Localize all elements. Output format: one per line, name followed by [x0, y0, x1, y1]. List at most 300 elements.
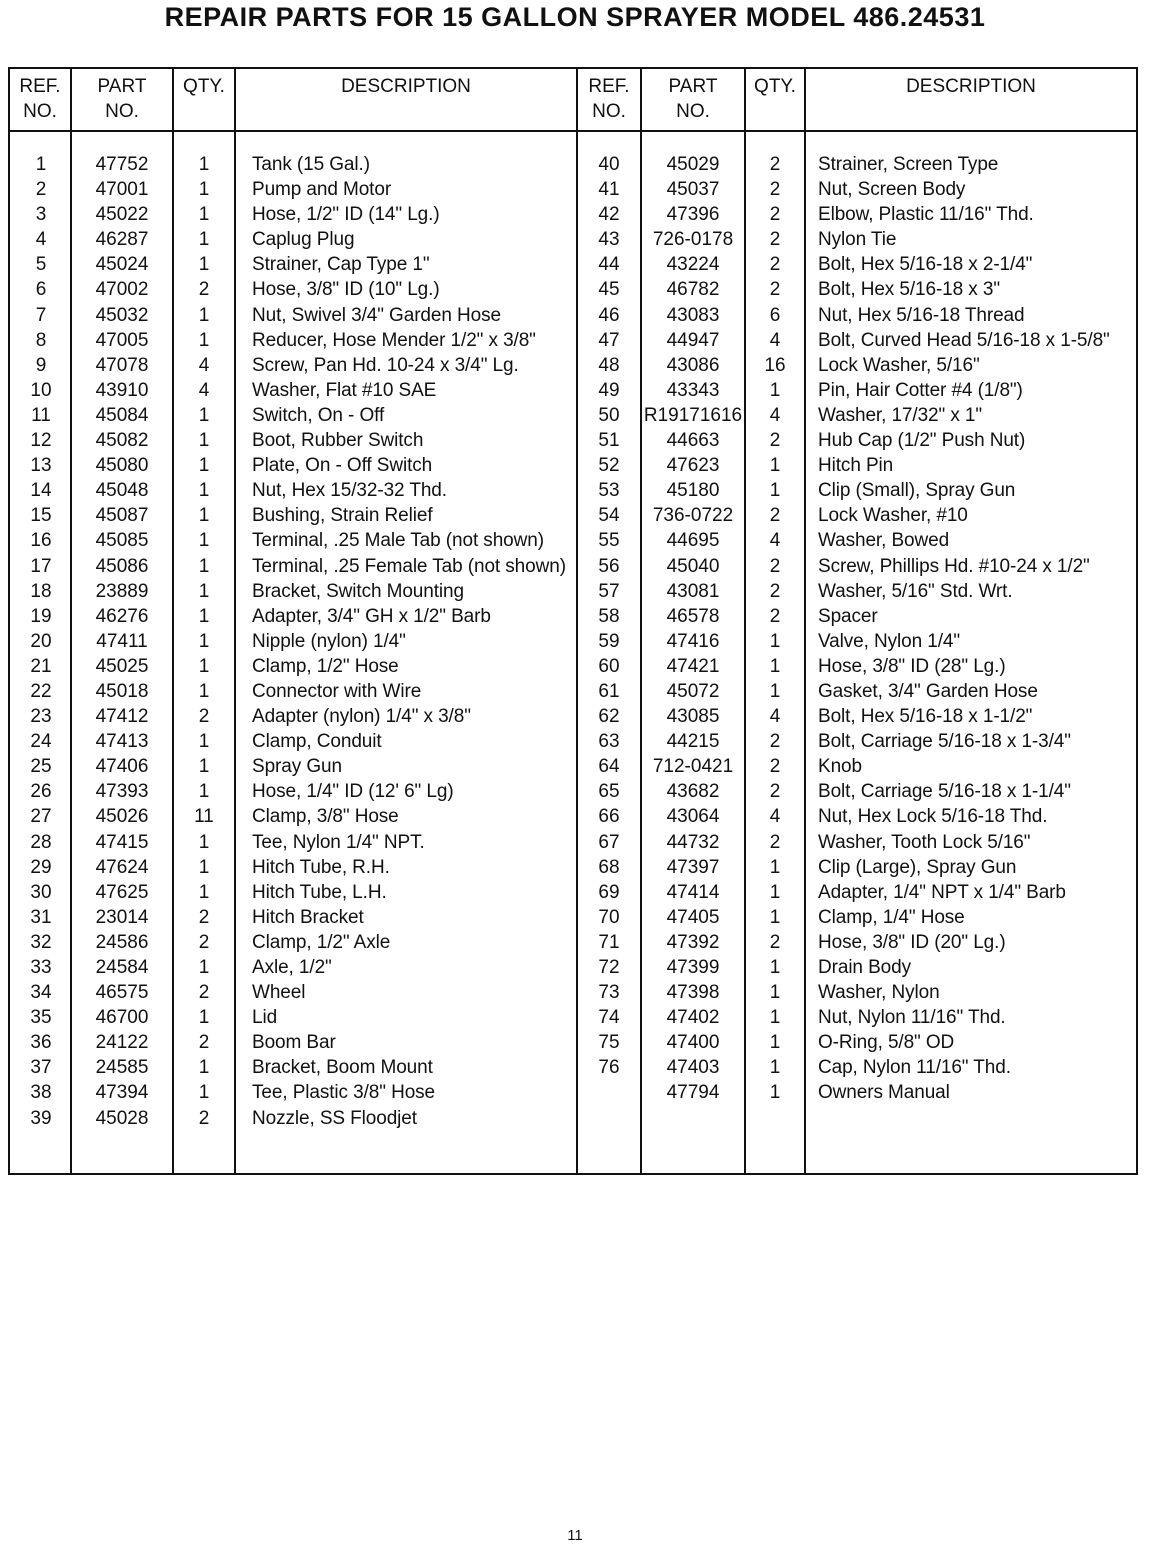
table-cell-desc: Clip (Large), Spray Gun: [818, 856, 1017, 878]
table-cell-desc: O-Ring, 5/8" OD: [818, 1032, 955, 1054]
table-cell-desc: Knob: [818, 756, 862, 778]
table-cell-desc: Nut, Hex Lock 5/16-18 Thd.: [818, 806, 1048, 828]
table-cell-desc: Lock Washer, #10: [818, 505, 968, 527]
table-cell-part: 24584: [95, 957, 149, 978]
table-cell-ref: 8: [35, 329, 47, 351]
table-cell-qty: 2: [769, 756, 781, 778]
table-cell-ref: 4: [35, 229, 47, 251]
right-ref-column: [578, 152, 640, 1106]
table-cell-qty: 2: [769, 204, 781, 226]
table-cell-ref: 54: [598, 505, 620, 527]
table-cell-part: 46578: [666, 605, 720, 627]
table-cell-desc: Owners Manual: [818, 1082, 950, 1104]
table-cell-ref: 40: [598, 154, 620, 175]
table-cell-desc: Lock Washer, 5/16": [818, 354, 980, 376]
table-cell-part: 43083: [666, 304, 720, 326]
table-cell-ref: 13: [30, 455, 52, 477]
table-cell-ref: 58: [598, 605, 620, 627]
table-cell-desc: Bolt, Carriage 5/16-18 x 1-3/4": [818, 731, 1071, 753]
header-part-no: PART NO.: [668, 76, 718, 122]
table-cell-ref: 39: [30, 1107, 52, 1129]
table-cell-part: 45037: [666, 179, 720, 201]
table-cell-ref: 15: [30, 505, 52, 527]
table-cell-qty: 1: [198, 680, 210, 702]
table-cell-qty: 1: [769, 680, 781, 702]
table-cell-part: 43085: [666, 706, 720, 728]
table-cell-qty: 4: [769, 806, 781, 828]
table-cell-part: 47078: [95, 354, 149, 376]
table-cell-part: 47398: [666, 982, 720, 1004]
table-cell-ref: 16: [30, 530, 52, 552]
table-cell-desc: Gasket, 3/4" Garden Hose: [818, 680, 1038, 702]
table-cell-desc: Axle, 1/2": [252, 957, 332, 978]
table-cell-ref: 41: [598, 179, 620, 201]
table-cell-part: 47402: [666, 1007, 720, 1029]
table-cell-part: 46575: [95, 982, 149, 1004]
table-cell-ref: 67: [598, 831, 620, 853]
table-cell-desc: Hose, 1/4" ID (12' 6" Lg): [252, 781, 454, 803]
table-cell-part: 47394: [95, 1082, 149, 1104]
table-cell-ref: 51: [598, 430, 620, 452]
table-cell-qty: 1: [769, 1057, 781, 1079]
table-cell-desc: Washer, Bowed: [818, 530, 950, 552]
table-cell-part: 47406: [95, 756, 149, 778]
table-cell-ref: 24: [30, 731, 52, 753]
table-cell-part: 45018: [95, 680, 149, 702]
table-cell-part: 43224: [666, 254, 720, 276]
table-cell-desc: Bracket, Switch Mounting: [252, 580, 464, 602]
table-cell-ref: 73: [598, 982, 620, 1004]
table-cell-part: 44947: [666, 329, 720, 351]
table-cell-qty: 6: [769, 304, 781, 326]
table-cell-qty: 2: [769, 154, 781, 175]
table-cell-qty: 1: [769, 655, 781, 677]
header-rule: [8, 130, 1138, 132]
table-cell-desc: Cap, Nylon 11/16" Thd.: [818, 1057, 1011, 1079]
table-cell-qty: 2: [769, 279, 781, 301]
table-cell-part: 45026: [95, 806, 149, 828]
table-cell-desc: Nipple (nylon) 1/4": [252, 630, 406, 652]
table-cell-qty: 1: [769, 957, 781, 978]
table-cell-part: 43081: [666, 580, 720, 602]
table-cell-ref: 5: [35, 254, 47, 276]
table-cell-part: 47400: [666, 1032, 720, 1054]
table-cell-qty: 1: [769, 455, 781, 477]
table-cell-desc: Screw, Pan Hd. 10-24 x 3/4" Lg.: [252, 354, 519, 376]
table-cell-qty: 1: [198, 229, 210, 251]
table-cell-desc: Adapter, 3/4" GH x 1/2" Barb: [252, 605, 491, 627]
table-cell-part: 45080: [95, 455, 149, 477]
table-cell-desc: Washer, Nylon: [818, 982, 940, 1004]
table-cell-desc: Nut, Screen Body: [818, 179, 966, 201]
table-cell-ref: 71: [598, 931, 620, 953]
table-cell-qty: 1: [198, 254, 210, 276]
table-cell-ref: 66: [598, 806, 620, 828]
header-part-no: PART NO.: [97, 76, 147, 122]
table-cell-desc: Nylon Tie: [818, 229, 897, 251]
table-cell-ref: 29: [30, 856, 52, 878]
left-qty-column: [174, 152, 234, 1131]
table-cell-qty: 4: [198, 354, 210, 376]
table-cell-desc: Hose, 3/8" ID (10" Lg.): [252, 279, 440, 301]
column-divider: [234, 67, 236, 1175]
table-cell-ref: 46: [598, 304, 620, 326]
table-cell-qty: 1: [198, 831, 210, 853]
table-cell-qty: 1: [198, 455, 210, 477]
table-cell-ref: 26: [30, 781, 52, 803]
table-cell-qty: 2: [769, 781, 781, 803]
table-cell-qty: 1: [198, 1007, 210, 1029]
table-cell-part: 23889: [95, 580, 149, 602]
table-cell-part: 45029: [666, 154, 720, 175]
header-description: DESCRIPTION: [341, 76, 471, 97]
table-cell-qty: 2: [198, 279, 210, 301]
table-cell-qty: 1: [198, 655, 210, 677]
table-cell-ref: 14: [30, 480, 52, 502]
table-cell-qty: 2: [198, 906, 210, 928]
table-cell-desc: Clip (Small), Spray Gun: [818, 480, 1016, 502]
table-cell-ref: 45: [598, 279, 620, 301]
table-cell-desc: Screw, Phillips Hd. #10-24 x 1/2": [818, 555, 1090, 577]
table-cell-desc: Caplug Plug: [252, 229, 355, 251]
table-cell-desc: Pump and Motor: [252, 179, 392, 201]
table-cell-part: 43682: [666, 781, 720, 803]
table-cell-ref: 68: [598, 856, 620, 878]
table-cell-part: 47396: [666, 204, 720, 226]
table-cell-desc: Bolt, Carriage 5/16-18 x 1-1/4": [818, 781, 1071, 803]
table-cell-qty: 4: [769, 530, 781, 552]
table-cell-ref: 34: [30, 982, 52, 1004]
table-cell-qty: 1: [769, 480, 781, 502]
table-cell-part: 47002: [95, 279, 149, 301]
table-cell-qty: 2: [198, 931, 210, 953]
table-cell-ref: 11: [31, 404, 51, 426]
table-cell-qty: 2: [769, 229, 781, 251]
table-cell-desc: Boot, Rubber Switch: [252, 430, 424, 452]
table-cell-ref: 47: [598, 329, 620, 351]
table-cell-qty: 1: [198, 555, 210, 577]
table-cell-part: 43910: [95, 379, 149, 401]
table-cell-ref: 63: [598, 731, 620, 753]
right-desc-column: [818, 152, 1136, 1106]
table-cell-ref: 3: [35, 204, 47, 226]
table-cell-desc: Terminal, .25 Female Tab (not shown): [252, 555, 566, 577]
table-cell-desc: Strainer, Cap Type 1": [252, 254, 430, 276]
table-cell-part: 47412: [95, 706, 149, 728]
table-cell-part: 44695: [666, 530, 720, 552]
table-cell-ref: 44: [598, 254, 620, 276]
table-cell-qty: 1: [769, 906, 781, 928]
table-cell-desc: Clamp, Conduit: [252, 731, 382, 753]
table-cell-desc: Valve, Nylon 1/4": [818, 630, 960, 652]
table-cell-qty: 1: [198, 580, 210, 602]
table-cell-desc: Tank (15 Gal.): [252, 154, 370, 175]
table-cell-part: 47403: [666, 1057, 720, 1079]
table-cell-part: 726-0178: [652, 229, 734, 251]
table-cell-ref: 35: [30, 1007, 52, 1029]
table-cell-desc: Boom Bar: [252, 1032, 336, 1054]
table-cell-qty: 1: [769, 982, 781, 1004]
table-cell-desc: Hitch Bracket: [252, 906, 364, 928]
table-cell-part: 46287: [95, 229, 149, 251]
table-cell-part: 45082: [95, 430, 149, 452]
left-ref-column: [12, 152, 70, 1131]
table-cell-qty: 1: [769, 1007, 781, 1029]
table-cell-desc: Pin, Hair Cotter #4 (1/8"): [818, 379, 1023, 401]
table-cell-part: R19171616: [643, 404, 743, 426]
table-cell-part: 736-0722: [652, 505, 734, 527]
table-cell-qty: 1: [198, 179, 210, 201]
table-cell-ref: 17: [30, 555, 52, 577]
table-cell-qty: 1: [198, 530, 210, 552]
table-cell-qty: 1: [198, 957, 210, 978]
table-cell-ref: 22: [30, 680, 52, 702]
table-cell-qty: 1: [198, 781, 210, 803]
table-cell-ref: 75: [598, 1032, 620, 1054]
table-cell-part: 44663: [666, 430, 720, 452]
table-cell-ref: 60: [598, 655, 620, 677]
header-description: DESCRIPTION: [906, 76, 1036, 97]
table-cell-desc: Spacer: [818, 605, 878, 627]
table-cell-qty: 2: [769, 831, 781, 853]
table-cell-ref: 69: [598, 881, 620, 903]
table-cell-ref: 2: [35, 179, 47, 201]
table-cell-desc: Switch, On - Off: [252, 404, 385, 426]
table-cell-qty: 1: [198, 480, 210, 502]
table-cell-ref: 20: [30, 630, 52, 652]
table-cell-ref: 64: [598, 756, 620, 778]
table-cell-ref: 48: [598, 354, 620, 376]
table-cell-desc: Reducer, Hose Mender 1/2" x 3/8": [252, 329, 536, 351]
table-cell-part: 45024: [95, 254, 149, 276]
table-cell-part: 47397: [666, 856, 720, 878]
table-cell-qty: 16: [764, 354, 786, 376]
header-qty: QTY.: [754, 76, 796, 97]
table-cell-ref: 72: [598, 957, 620, 978]
table-cell-ref: 31: [30, 906, 52, 928]
table-cell-part: 45084: [95, 404, 149, 426]
table-cell-ref: 7: [35, 304, 47, 326]
table-cell-ref: 27: [30, 806, 52, 828]
table-cell-desc: Nut, Swivel 3/4" Garden Hose: [252, 304, 501, 326]
table-cell-ref: [578, 1080, 640, 1105]
table-cell-qty: 2: [769, 430, 781, 452]
table-cell-part: 712-0421: [652, 756, 734, 778]
table-cell-qty: 1: [198, 329, 210, 351]
table-cell-ref: 38: [30, 1082, 52, 1104]
table-cell-part: 47392: [666, 931, 720, 953]
table-cell-desc: Bolt, Hex 5/16-18 x 1-1/2": [818, 706, 1033, 728]
right-part-column: [642, 152, 744, 1106]
table-cell-part: 47393: [95, 781, 149, 803]
table-cell-part: 47752: [95, 154, 149, 175]
right-qty-column: [746, 152, 804, 1106]
table-cell-ref: 50: [598, 404, 620, 426]
table-cell-desc: Washer, 5/16" Std. Wrt.: [818, 580, 1013, 602]
table-cell-part: 44732: [666, 831, 720, 853]
table-cell-part: 47405: [666, 906, 720, 928]
table-cell-desc: Washer, 17/32" x 1": [818, 404, 983, 426]
table-cell-part: 47623: [666, 455, 720, 477]
table-cell-part: 44215: [666, 731, 720, 753]
table-cell-part: 24122: [95, 1032, 149, 1054]
table-cell-qty: 1: [198, 1082, 210, 1104]
table-cell-ref: 1: [35, 154, 47, 175]
table-cell-qty: 1: [769, 856, 781, 878]
table-cell-ref: 23: [30, 706, 52, 728]
table-cell-qty: 2: [769, 605, 781, 627]
table-cell-qty: 4: [769, 706, 781, 728]
table-cell-part: 45086: [95, 555, 149, 577]
table-cell-part: 47624: [95, 856, 149, 878]
table-cell-qty: 2: [769, 580, 781, 602]
table-cell-desc: Wheel: [252, 982, 306, 1004]
table-cell-qty: 1: [198, 505, 210, 527]
table-cell-ref: 25: [30, 756, 52, 778]
table-cell-desc: Tee, Nylon 1/4" NPT.: [252, 831, 425, 853]
table-cell-part: 45025: [95, 655, 149, 677]
table-cell-qty: 2: [769, 555, 781, 577]
table-cell-part: 23014: [95, 906, 149, 928]
table-cell-desc: Hitch Tube, L.H.: [252, 881, 387, 903]
table-cell-ref: 9: [35, 354, 47, 376]
table-cell-part: 46700: [95, 1007, 149, 1029]
table-cell-part: 45022: [95, 204, 149, 226]
table-cell-desc: Bolt, Hex 5/16-18 x 2-1/4": [818, 254, 1033, 276]
table-cell-ref: 28: [30, 831, 52, 853]
table-cell-part: 47005: [95, 329, 149, 351]
table-cell-desc: Lid: [252, 1007, 278, 1029]
table-cell-ref: 70: [598, 906, 620, 928]
table-cell-qty: 1: [198, 756, 210, 778]
table-cell-qty: 2: [198, 1107, 210, 1129]
table-cell-part: 47001: [95, 179, 149, 201]
table-cell-desc: Nut, Hex 15/32-32 Thd.: [252, 480, 447, 502]
table-cell-ref: 36: [30, 1032, 52, 1054]
table-cell-qty: 2: [769, 731, 781, 753]
table-cell-part: 45032: [95, 304, 149, 326]
table-cell-qty: 1: [198, 204, 210, 226]
table-cell-qty: 2: [198, 982, 210, 1004]
table-cell-qty: 2: [198, 706, 210, 728]
table-cell-desc: Plate, On - Off Switch: [252, 455, 433, 477]
page-title: REPAIR PARTS FOR 15 GALLON SPRAYER MODEL 486.24531: [164, 2, 986, 32]
table-cell-desc: Clamp, 3/8" Hose: [252, 806, 399, 828]
table-cell-part: 43343: [666, 379, 720, 401]
table-cell-part: 45048: [95, 480, 149, 502]
table-cell-desc: Clamp, 1/4" Hose: [818, 906, 965, 928]
table-cell-qty: 1: [769, 881, 781, 903]
table-cell-qty: 1: [198, 630, 210, 652]
table-cell-desc: Washer, Flat #10 SAE: [252, 379, 437, 401]
table-cell-desc: Connector with Wire: [252, 680, 422, 702]
table-cell-desc: Adapter, 1/4" NPT x 1/4" Barb: [818, 881, 1066, 903]
table-cell-qty: 1: [198, 404, 210, 426]
table-cell-desc: Hose, 1/2" ID (14" Lg.): [252, 204, 440, 226]
table-cell-ref: 49: [598, 379, 620, 401]
table-cell-ref: 33: [30, 957, 52, 978]
table-cell-desc: Nozzle, SS Floodjet: [252, 1107, 417, 1129]
table-cell-qty: 4: [198, 379, 210, 401]
table-cell-qty: 1: [198, 731, 210, 753]
table-cell-desc: Hose, 3/8" ID (20" Lg.): [818, 931, 1006, 953]
table-cell-desc: Adapter (nylon) 1/4" x 3/8": [252, 706, 471, 728]
column-divider: [804, 67, 806, 1175]
table-cell-part: 47411: [96, 630, 148, 652]
table-cell-qty: 2: [198, 1032, 210, 1054]
table-cell-qty: 1: [198, 881, 210, 903]
table-cell-ref: 10: [30, 379, 52, 401]
table-cell-qty: 2: [769, 179, 781, 201]
table-cell-ref: 53: [598, 480, 620, 502]
table-cell-ref: 59: [598, 630, 620, 652]
table-cell-qty: 1: [198, 605, 210, 627]
table-cell-part: 24586: [95, 931, 149, 953]
table-cell-qty: 2: [769, 254, 781, 276]
table-cell-part: 47415: [95, 831, 149, 853]
table-cell-desc: Clamp, 1/2" Hose: [252, 655, 399, 677]
table-cell-desc: Bushing, Strain Relief: [252, 505, 433, 527]
table-cell-desc: Bolt, Hex 5/16-18 x 3": [818, 279, 1000, 301]
table-cell-part: 47625: [95, 881, 149, 903]
header-qty: QTY.: [183, 76, 225, 97]
table-cell-qty: 11: [194, 806, 214, 828]
table-cell-desc: Washer, Tooth Lock 5/16": [818, 831, 1031, 853]
table-cell-qty: 2: [769, 931, 781, 953]
table-cell-ref: 61: [598, 680, 620, 702]
table-cell-ref: 74: [598, 1007, 620, 1029]
table-cell-ref: 32: [30, 931, 52, 953]
table-cell-ref: 18: [30, 580, 52, 602]
table-cell-desc: Hitch Tube, R.H.: [252, 856, 390, 878]
table-cell-desc: Strainer, Screen Type: [818, 154, 999, 175]
table-cell-ref: 42: [598, 204, 620, 226]
table-cell-desc: Nut, Nylon 11/16" Thd.: [818, 1007, 1006, 1029]
table-cell-ref: 55: [598, 530, 620, 552]
table-cell-qty: 4: [769, 329, 781, 351]
header-ref-no: REF. NO.: [19, 76, 61, 122]
table-cell-ref: 43: [598, 229, 620, 251]
table-cell-part: 43064: [666, 806, 720, 828]
table-cell-part: 45072: [666, 680, 720, 702]
table-cell-qty: 1: [198, 430, 210, 452]
table-cell-part: 24585: [95, 1057, 149, 1079]
table-cell-desc: Hub Cap (1/2" Push Nut): [818, 430, 1026, 452]
table-cell-ref: 21: [30, 655, 52, 677]
table-cell-desc: Nut, Hex 5/16-18 Thread: [818, 304, 1025, 326]
table-cell-ref: 6: [35, 279, 47, 301]
table-cell-part: 45087: [95, 505, 149, 527]
table-cell-qty: 4: [769, 404, 781, 426]
table-cell-part: 45180: [666, 480, 720, 502]
table-cell-desc: Terminal, .25 Male Tab (not shown): [252, 530, 544, 552]
table-cell-part: 47399: [666, 957, 720, 978]
table-cell-qty: 1: [198, 304, 210, 326]
table-cell-desc: Clamp, 1/2" Axle: [252, 931, 391, 953]
left-part-column: [72, 152, 172, 1131]
table-cell-qty: 1: [198, 1057, 210, 1079]
table-cell-part: 47421: [666, 655, 720, 677]
table-cell-part: 43086: [666, 354, 720, 376]
table-cell-qty: 2: [769, 505, 781, 527]
table-cell-desc: Tee, Plastic 3/8" Hose: [252, 1082, 436, 1104]
table-cell-part: 45040: [666, 555, 720, 577]
table-cell-desc: Spray Gun: [252, 756, 342, 778]
table-cell-part: 46782: [666, 279, 720, 301]
table-cell-qty: 1: [769, 1082, 781, 1104]
table-cell-ref: 12: [30, 430, 52, 452]
table-cell-qty: 1: [198, 154, 210, 175]
